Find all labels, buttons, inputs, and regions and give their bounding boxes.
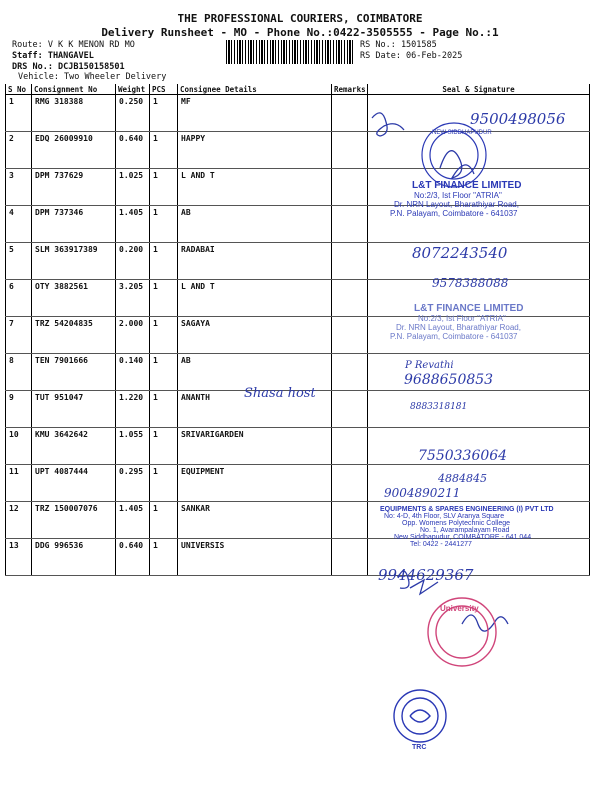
lt-stamp-2-line3: P.N. Palayam, Coimbatore - 641037 [390,332,518,341]
cell-sno: 1 [6,95,32,132]
cell-consignment: SLM 363917389 [32,243,116,280]
col-sno: S No [6,84,32,95]
cell-sno: 5 [6,243,32,280]
cell-weight: 2.000 [116,317,150,354]
handwritten-phone-12: 9944629367 [378,566,474,584]
handwritten-number-10: 4884845 [438,472,487,485]
lt-stamp-1-line2: Dr. NRN Layout, Bharathiyar Road, [394,200,519,209]
cell-consignee: RADABAI [178,243,332,280]
eq-stamp-line3: No. 1, Avarampalayam Road [420,527,510,534]
col-remarks: Remarks [332,84,368,95]
cell-weight: 0.140 [116,354,150,391]
cell-weight: 1.405 [116,206,150,243]
cell-consignment: UPT 4087444 [32,465,116,502]
cell-pcs: 1 [150,465,178,502]
cell-consignee: MF [178,95,332,132]
cell-weight: 0.640 [116,539,150,576]
lt-stamp-2-title: L&T FINANCE LIMITED [414,303,524,314]
handwritten-name-7: P Revathi [405,360,454,371]
eq-stamp-line4: New Siddhapudur, COIMBATORE - 641 044 [394,534,532,541]
handwritten-phone-4: 8072243540 [412,244,508,262]
lt-stamp-1-line3: P.N. Palayam, Coimbatore - 641037 [390,209,518,218]
eq-stamp-title: EQUIPMENTS & SPARES ENGINEERING (I) PVT LTD [380,506,554,513]
col-pcs: PCS [150,84,178,95]
cell-pcs: 1 [150,206,178,243]
cell-sno: 7 [6,317,32,354]
route-line: Route: V K K MENON RD MO [12,40,135,50]
cell-weight: 1.025 [116,169,150,206]
lt-stamp-1-line1: No:2/3, Ist Floor "ATRIA" [414,191,502,200]
cell-pcs: 1 [150,95,178,132]
cell-sno: 13 [6,539,32,576]
cell-consignment: RMG 318388 [32,95,116,132]
cell-weight: 1.055 [116,428,150,465]
handwritten-phone-1: 9500498056 [470,110,566,128]
eq-stamp-line2: Opp. Womens Polytechnic College [402,520,511,527]
cell-pcs: 1 [150,243,178,280]
cell-consignment: OTY 3882561 [32,280,116,317]
trc-seal [394,690,446,742]
cell-consignee: L AND T [178,169,332,206]
company-title: THE PROFESSIONAL COURIERS, COIMBATORE [177,12,423,25]
lt-stamp-1-title: L&T FINANCE LIMITED [412,180,522,191]
cell-consignee: L AND T [178,280,332,317]
col-weight: Weight [116,84,150,95]
handwritten-phone-5: 9578388088 [432,276,509,290]
cell-weight: 0.200 [116,243,150,280]
handwritten-phone-7: 9688650853 [404,372,494,388]
signature-mark [462,615,508,631]
cell-pcs: 1 [150,502,178,539]
cell-sno: 11 [6,465,32,502]
cell-sno: 2 [6,132,32,169]
cell-pcs: 1 [150,354,178,391]
signature-mark [372,113,404,136]
staff-line: Staff: THANGAVEL [12,51,94,61]
cell-consignee: ANANTH [178,391,332,428]
cell-weight: 1.220 [116,391,150,428]
cell-consignment: DDG 996536 [32,539,116,576]
cell-consignee: AB [178,206,332,243]
cell-sno: 6 [6,280,32,317]
equipments-stamp [380,506,554,548]
cell-consignment: TRZ 54204835 [32,317,116,354]
cell-consignee: UNIVERSIS [178,539,332,576]
lt-finance-stamp-1 [390,180,522,218]
trc-seal-text: TRC [412,744,427,751]
handwritten-remark-8: Shasa host [244,386,316,401]
cell-consignment: DPM 737346 [32,206,116,243]
cell-consignment: DPM 737629 [32,169,116,206]
cell-pcs: 1 [150,317,178,354]
drs-line: DRS No.: DCJB150158501 [12,62,125,72]
cell-consignee: HAPPY [178,132,332,169]
cell-pcs: 1 [150,428,178,465]
cell-sno: 8 [6,354,32,391]
cell-pcs: 1 [150,539,178,576]
cell-pcs: 1 [150,132,178,169]
cell-sno: 4 [6,206,32,243]
cell-weight: 0.295 [116,465,150,502]
cell-sno: 9 [6,391,32,428]
handwritten-phone-10: 9004890211 [384,486,461,500]
eq-stamp-line5: Tel: 0422 - 2441277 [410,541,472,548]
cell-consignee: AB [178,354,332,391]
cell-sno: 3 [6,169,32,206]
cell-weight: 0.640 [116,132,150,169]
cell-consignee: SANKAR [178,502,332,539]
cell-consignment: EDQ 26009910 [32,132,116,169]
cell-consignment: TEN 7901666 [32,354,116,391]
cell-weight: 1.405 [116,502,150,539]
cell-consignment: KMU 3642642 [32,428,116,465]
lt-finance-stamp-2 [390,303,524,341]
cell-consignee: SRIVARIGARDEN [178,428,332,465]
cell-pcs: 1 [150,280,178,317]
cell-pcs: 1 [150,391,178,428]
cell-weight: 0.250 [116,95,150,132]
lt-stamp-2-line1: No:2/3, Ist Floor "ATRIA" [418,314,506,323]
cell-sno: 10 [6,428,32,465]
cell-consignment: TRZ 150007076 [32,502,116,539]
university-seal-text: University [440,604,479,613]
eq-stamp-line1: No: 4-D, 4th Floor, SLV Aranya Square [384,513,505,520]
handwritten-phone-9: 7550336064 [418,448,508,464]
cell-sno: 12 [6,502,32,539]
cell-consignee: SAGAYA [178,317,332,354]
runsheet-subtitle: Delivery Runsheet - MO - Phone No.:0422-3505555 - Page No.:1 [101,26,499,39]
cell-consignee: EQUIPMENT [178,465,332,502]
siddhapudur-seal-text: NEW SIDDHAPUDUR [432,130,492,136]
vehicle-line: Vehicle: Two Wheeler Delivery [18,72,167,82]
col-seal-signature: Seal & Signature [368,84,590,95]
handwritten-number-8: 8883318181 [410,402,468,412]
rs-date: RS Date: 06-Feb-2025 [360,51,463,61]
rs-number: RS No.: 1501585 [360,40,437,50]
cell-weight: 3.205 [116,280,150,317]
cell-consignment: TUT 951047 [32,391,116,428]
lt-stamp-2-line2: Dr. NRN Layout, Bharathiyar Road, [396,323,521,332]
col-consignment: Consignment No [32,84,116,95]
col-consignee: Consignee Details [178,84,332,95]
cell-pcs: 1 [150,169,178,206]
